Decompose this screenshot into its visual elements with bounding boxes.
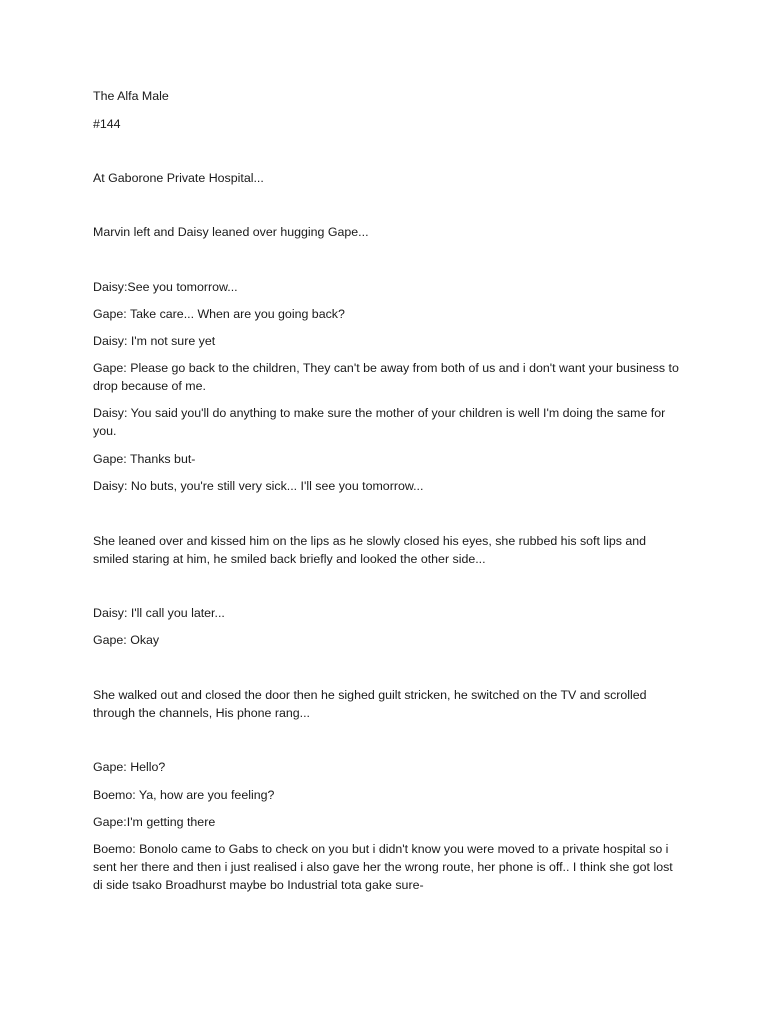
paragraph: She leaned over and kissed him on the lips as he slowly closed his eyes, she rubbed his soft lips and smiled staring at him, he smiled back briefly and looked the other side... (93, 534, 647, 566)
dialogue-line: Daisy:See you tomorrow... (93, 280, 238, 294)
paragraph: Marvin left and Daisy leaned over hugging Gape... (93, 225, 369, 239)
dialogue-line: Boemo: Bonolo came to Gabs to check on you but i didn't know you were moved to a private hospital so i sent her there and then i just realised i also gave her the wrong route, her phone is off.. I think she got lost di side tsako Broadhurst maybe bo Industrial tota gake sure- (93, 842, 673, 892)
dialogue-line: Daisy: I'll call you later... (93, 606, 225, 620)
document-title: The Alfa Male (93, 89, 169, 103)
dialogue-line: Gape: Take care... When are you going back? (93, 307, 345, 321)
dialogue-line: Gape:I'm getting there (93, 815, 216, 829)
dialogue-line: Daisy: I'm not sure yet (93, 334, 216, 348)
dialogue-line: Gape: Please go back to the children, They can't be away from both of us and i don't want your business to drop because of me. (93, 361, 679, 393)
dialogue-line: Gape: Thanks but- (93, 452, 196, 466)
dialogue-line: Gape: Hello? (93, 760, 166, 774)
dialogue-line: Gape: Okay (93, 633, 160, 647)
dialogue-line: Daisy: You said you'll do anything to make sure the mother of your children is well I'm doing the same for you. (93, 406, 666, 438)
dialogue-line: Daisy: No buts, you're still very sick... I'll see you tomorrow... (93, 479, 424, 493)
paragraph: She walked out and closed the door then he sighed guilt stricken, he switched on the TV and scrolled through the channels, His phone rang... (93, 688, 647, 720)
paragraph: At Gaborone Private Hospital... (93, 171, 264, 185)
episode-number: #144 (93, 117, 121, 131)
dialogue-line: Boemo: Ya, how are you feeling? (93, 788, 275, 802)
